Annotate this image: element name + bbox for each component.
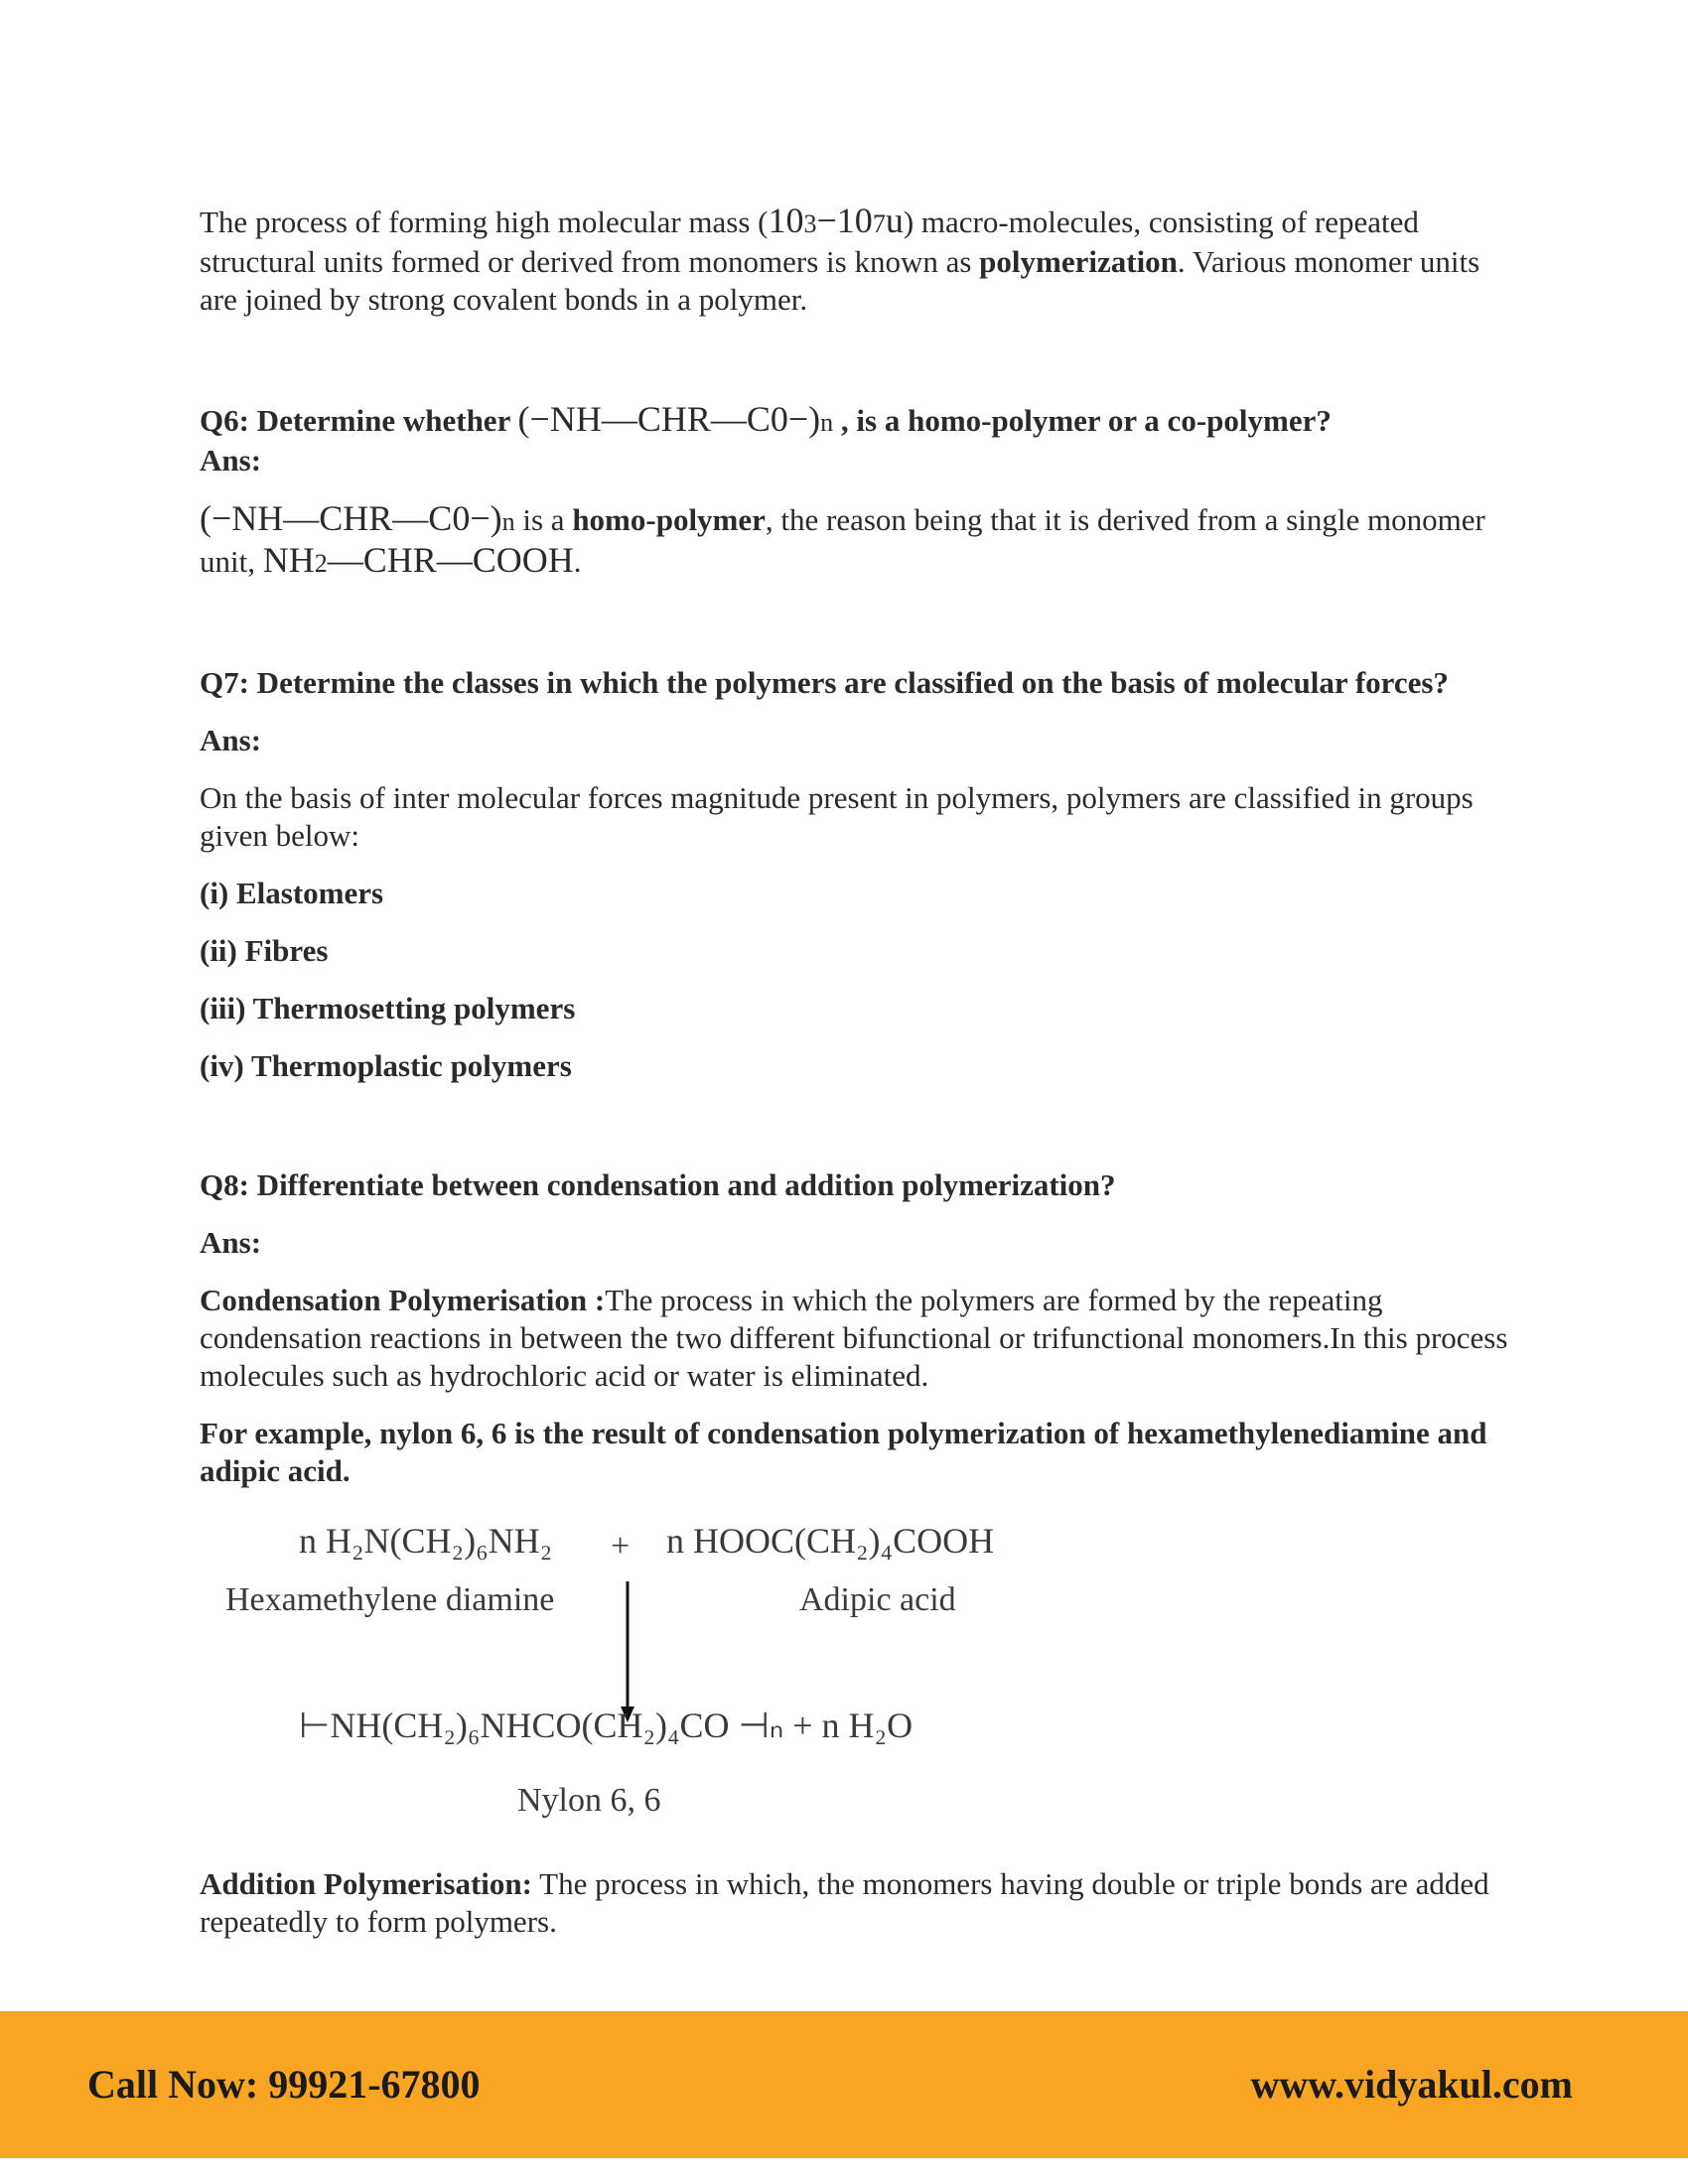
- label-adipic-acid: Adipic acid: [799, 1581, 956, 1618]
- q6-question: Q6: Determine whether (−NH—CHR—C0−)n , is a homo-polymer or a co-polymer?: [200, 399, 1332, 439]
- reactant-adipic-acid: n HOOC(CH₂)₄COOH: [666, 1521, 995, 1561]
- page-content: [200, 202, 1510, 1941]
- condensation-paragraph: Condensation Polymerisation :The process in which the polymers are formed by the repeating condensation reactions in between the two different bifunctional or trifunctional monomers.In this process molecules such as hydrochloric acid or water is eliminated.: [200, 1283, 1508, 1393]
- intro-paragraph: The process of forming high molecular mass (103−107u) macro-molecules, consisting of repeated structural units formed or derived from monomers is known as polymerization. Various monomer units are joined by strong covalent bonds in a polymer.: [200, 201, 1480, 317]
- q7-question: Q7: Determine the classes in which the polymers are classified on the basis of molecular forces?: [200, 665, 1449, 700]
- polymerization-term: polymerization: [979, 244, 1178, 279]
- q7-item: (i) Elastomers: [200, 876, 384, 910]
- q7-item: (iv) Thermoplastic polymers: [200, 1048, 572, 1083]
- q7-item: (iii) Thermosetting polymers: [200, 991, 576, 1025]
- q7-answer: On the basis of inter molecular forces magnitude present in polymers, polymers are classified in groups given below:: [200, 780, 1474, 853]
- call-now-text: Call Now: 99921-67800: [87, 2062, 481, 2107]
- label-nylon: Nylon 6, 6: [517, 1782, 661, 1819]
- nylon-reaction-figure: [200, 1508, 994, 1865]
- q6-answer: (−NH—CHR—C0−)n is a homo-polymer, the reason being that it is derived from a single monomer unit, NH2—CHR—COOH.: [200, 498, 1485, 580]
- product-nylon: ⊢NH(CH₂)₆NHCO(CH₂)₄CO ⊣ₙ + n H₂O: [299, 1706, 914, 1745]
- footer-banner: [0, 2011, 1688, 2158]
- q7-item: (ii) Fibres: [200, 933, 329, 968]
- q8-question: Q8: Differentiate between condensation and addition polymerization?: [200, 1167, 1116, 1202]
- addition-paragraph: Addition Polymerisation: The process in which, the monomers having double or triple bonds are added repeatedly to form polymers.: [200, 1866, 1489, 1939]
- q6-ans-label: Ans:: [200, 443, 262, 478]
- reactant-diamine: n H₂N(CH₂)₆NH₂: [299, 1521, 553, 1561]
- q8-ans-label: Ans:: [200, 1225, 262, 1260]
- website-link[interactable]: www.vidyakul.com: [1250, 2062, 1573, 2107]
- reaction-arrow-icon: [613, 1577, 642, 1726]
- plus-sign: +: [611, 1528, 631, 1565]
- example-paragraph: For example, nylon 6, 6 is the result of condensation polymerization of hexamethylenediamine and adipic acid.: [200, 1416, 1487, 1488]
- label-hexamethylene-diamine: Hexamethylene diamine: [225, 1581, 555, 1618]
- q7-ans-label: Ans:: [200, 723, 262, 757]
